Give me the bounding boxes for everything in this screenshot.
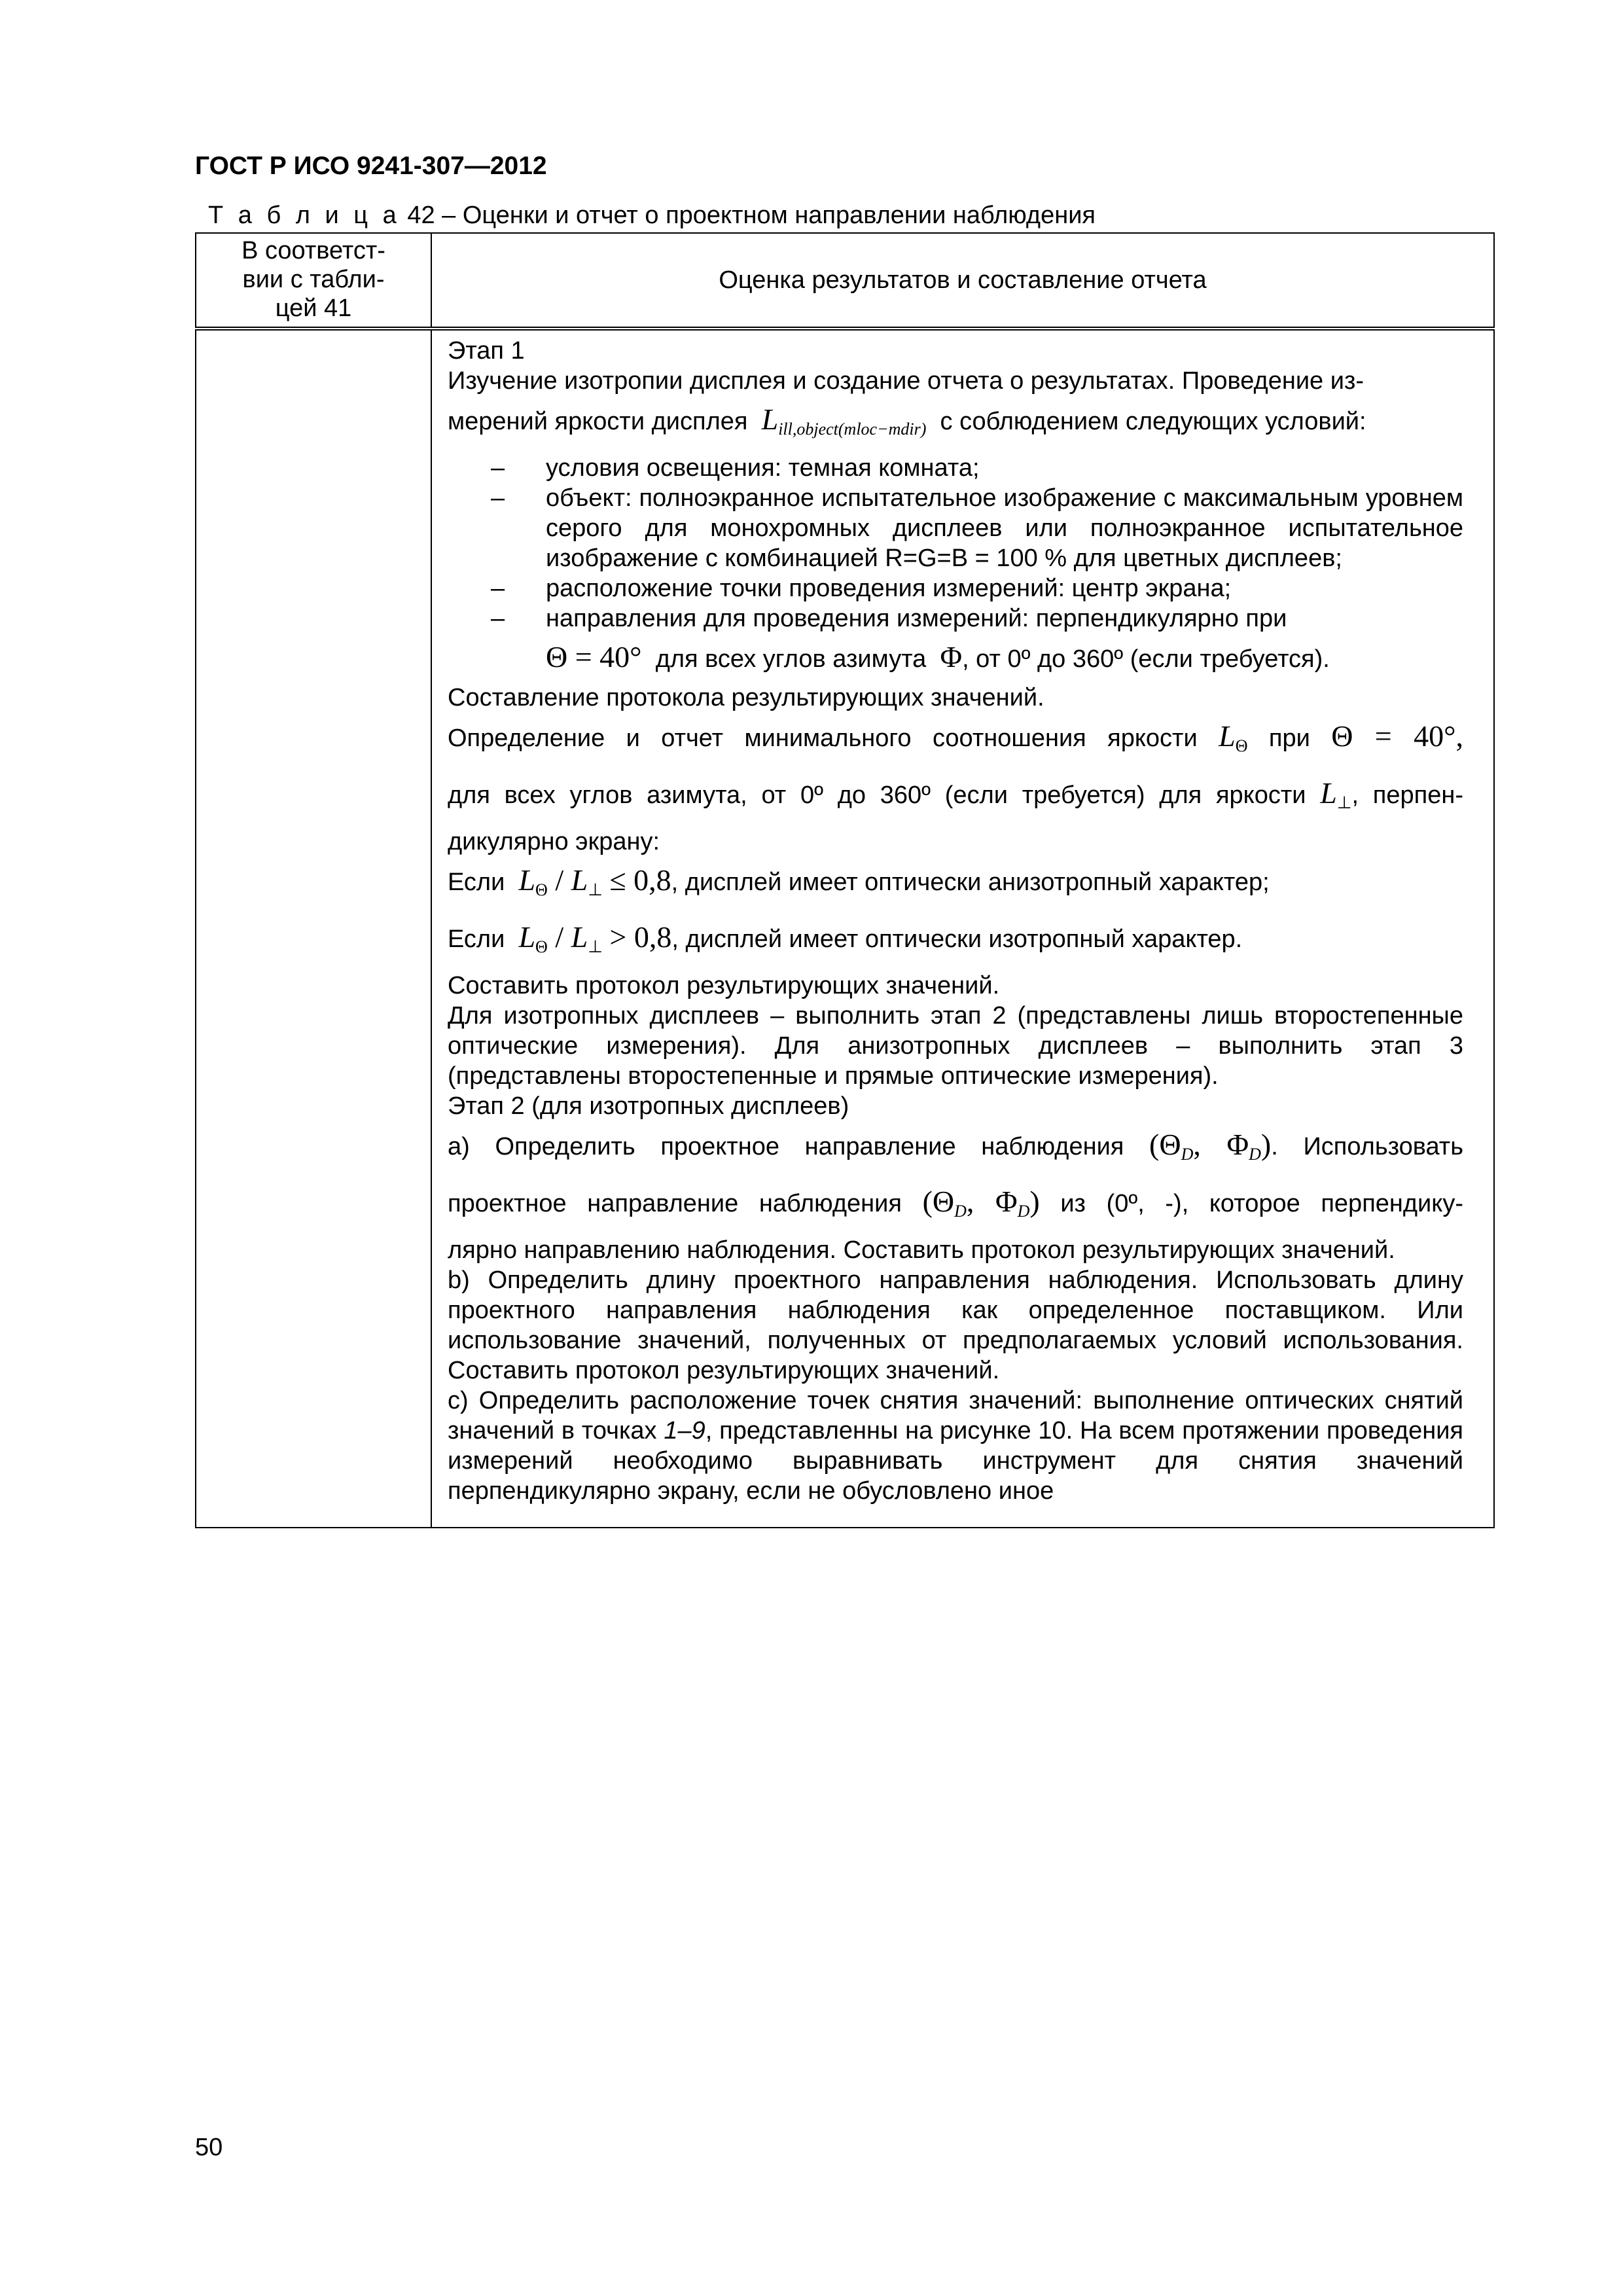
cond2-text: , дисплей имеет оптически изотропный характер. [671,925,1243,953]
ratio-angle-formula: Θ = 40°, [1331,719,1463,753]
angle-formula: Θ = 40° [546,640,642,673]
table-caption-text: 42 – Оценки и отчет о проектном направлении наблюдения [407,202,1096,229]
stage2-title: Этап 2 (для изотропных дисплеев) [448,1092,849,1120]
evaluation-table [195,232,1495,1528]
ratio-azimuth-text: для всех углов азимута, от 0º до 360º (если требуется) для яркости [448,781,1306,809]
stage2-item-a-line3: лярно направлению наблюдения. Составить протокол результирующих значений. [448,1236,1395,1264]
stage2-item-c [448,1386,1463,1506]
cond1-L-sub: Θ [535,880,548,899]
cond2-Lperp-sub: ⊥ [588,937,603,956]
stage2-item-a-line2 [448,1178,1463,1235]
condition-item: – расположение точки проведения измерений: центр экрана; [448,573,1463,603]
ratio-end-line: дикулярно экрану: [448,828,660,855]
if-word: Если [448,869,505,896]
design-direction-formula: ($\Theta_D$, $\Phi_D$) [1149,1128,1272,1164]
cond1-L: L [518,863,536,897]
stage1-intro-text-end: с соблюдением следующих условий: [940,408,1366,435]
condition-item: – условия освещения: темная комната; [448,453,1463,483]
ratio-text: Определение и отчет минимального соотношения яркости [448,725,1198,752]
ratio-definition-line [448,713,1463,770]
luminance-formula-subscript: ill,object(mloc−mdir) [778,420,927,439]
ratio-luminance-subscript: Θ [1235,736,1248,755]
cond2-L: L [518,920,536,954]
next-stage-instructions: Для изотропных дисплеев – выполнить этап 2 (представлены лишь второстепенные оптические измерения). Для анизотропных дисплеев – выполнить этап 3 (представлены второстепенные и прямые оптические измерения). [448,1002,1463,1090]
column-header-reference [196,233,431,329]
cond2-L-sub: Θ [535,937,548,956]
ratio-luminance: L [1219,719,1236,753]
angle-text: для всех углов азимута [655,645,927,673]
table-header-row [196,233,1494,329]
cond2-formula: > 0,8 [609,920,672,954]
cond1-Lperp: L [571,863,588,897]
stage1-intro-text: мерений яркости дисплея [448,408,748,435]
stage1-title: Этап 1 [448,337,525,365]
angle-formula-line [448,634,1463,683]
stage2-c-text: c) Определить расположение точек снятия значений: выполнение оптических снятий значений в точках [448,1387,1463,1444]
ratio-azimuth-text-end: , перпен- [1351,781,1463,809]
column-header-reference-line: цей 41 [275,295,352,322]
stage2-a-text: а) Определить проектное направление наблюдения [448,1133,1124,1160]
anisotropic-condition: Если $L_\Theta / L_\perp \le 0,8$, дисплей имеет оптически анизотропный характер; [448,863,1270,899]
stage2-a2-text-end: из (0º, -), которое перпендику- [1060,1190,1463,1217]
cond1-formula: ≤ 0,8 [609,863,671,897]
if-word: Если [448,925,505,953]
evaluation-cell [431,329,1494,1528]
phi-symbol: Φ [940,640,963,673]
isotropic-condition: Если $L_\Theta / L_\perp > 0,8$, дисплей имеет оптически изотропный характер. [448,920,1243,956]
cond1-Lperp-sub: ⊥ [588,880,603,899]
cond1-text: , дисплей имеет оптически анизотропный характер; [671,869,1270,896]
page-number: 50 [195,2134,223,2161]
document-header: ГОСТ Р ИСО 9241-307—2012 [195,152,547,180]
perpendicular-luminance: L [1320,776,1337,810]
table-caption-label: Т а б л и ц а [208,202,401,229]
cond2-Lperp: L [571,920,588,954]
table-caption [208,202,1096,230]
stage1-intro-line1: Изучение изотропии дисплея и создание отчета о результатах. Проведение из- [448,367,1364,395]
protocol-line: Составление протокола результирующих значений. [448,684,1044,711]
stage2-item-a-line1 [448,1121,1463,1178]
conditions-list [448,453,1463,634]
stage2-a-text-end: . Использовать [1271,1133,1464,1160]
column-header-reference-line: вии с табли- [242,266,385,293]
condition-item: – направления для проведения измерений: перпендикулярно при [448,603,1463,634]
ratio-text-when: при [1268,725,1310,752]
stage2-c-points: 1–9 [664,1417,705,1444]
ratio-azimuth-line [448,770,1463,827]
angle-text-end: , от 0º до 360º (если требуется). [962,645,1330,673]
condition-item: – объект: полноэкранное испытательное изображение с максимальным уровнем серого для монохромных дисплеев или полноэкранное испытательное изображение с комбинацией R=G=B = 100 % для цветных дисплеев; [448,483,1463,573]
stage2-c-text-end: , представленны на рисунке 10. На всем протяжении проведения измерений необходимо выравнивать инструмент для снятия значений перпендикулярно экрану, если не обусловлено иное [448,1417,1463,1505]
reference-cell [196,329,431,1528]
column-header-evaluation: Оценка результатов и составление отчета [431,233,1494,329]
stage2-item-b: b) Определить длину проектного направления наблюдения. Использовать длину проектного направления наблюдения как определенное поставщиком. Или использование значений, полученных от предполагаемых условий использования. Составить протокол результирующих значений. [448,1266,1463,1384]
stage2-a2-text: проектное направление наблюдения [448,1190,902,1217]
stage1-intro-line2 [448,396,1463,453]
luminance-formula: L [761,403,779,436]
design-direction-formula-2: ($\Theta_D$, $\Phi_D$) [922,1185,1040,1221]
table-body-row [196,329,1494,1528]
perpendicular-subscript: ⊥ [1336,793,1352,812]
column-header-reference-line: В соответст- [241,237,385,264]
protocol-line-2: Составить протокол результирующих значений. [448,972,1000,999]
